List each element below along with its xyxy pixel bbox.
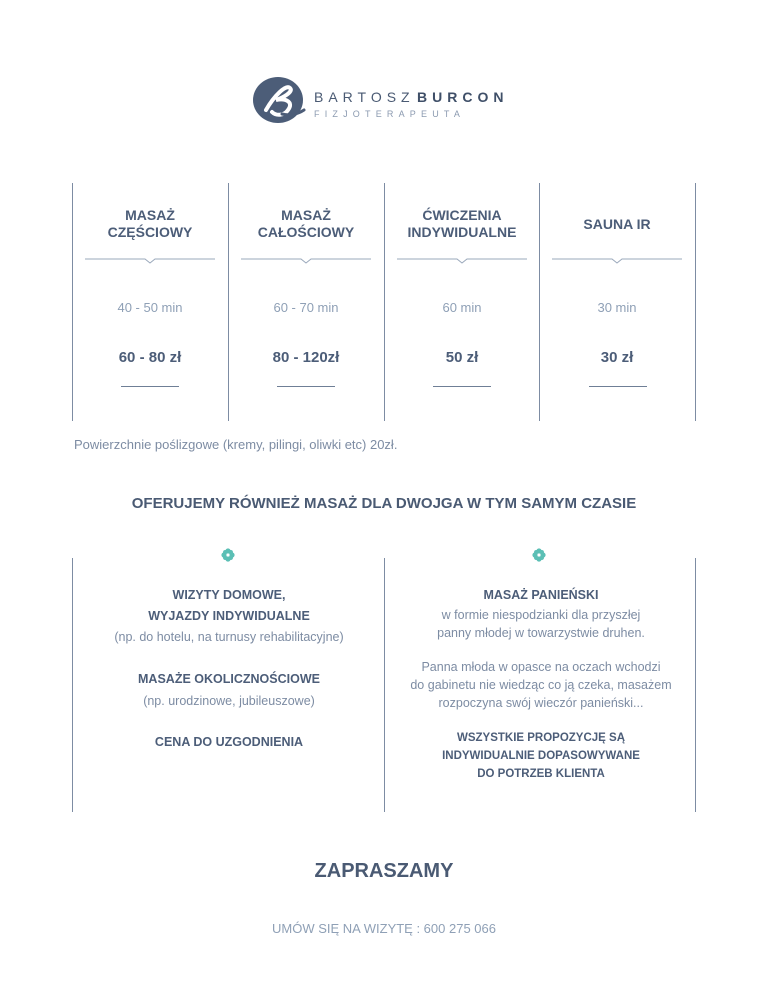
service-price: 30 zł bbox=[600, 349, 634, 366]
price-column bbox=[397, 204, 527, 244]
brand-first-name: BARTOSZ bbox=[314, 89, 415, 105]
service-title: ĆWICZENIA INDYWIDUALNE bbox=[407, 207, 517, 240]
price-column bbox=[241, 204, 371, 244]
divider-line bbox=[228, 183, 229, 421]
price-underline bbox=[433, 386, 491, 387]
individual-offers-heading: WSZYSTKIE PROPOZYCJĘ SĄ INDYWIDUALNIE DOPASOWYWANE DO POTRZEB KLIENTA bbox=[442, 732, 640, 780]
offer-heading: OFERUJEMY RÓWNIEŻ MASAŻ DLA DWOJGA W TYM SAMYM CZASIE bbox=[131, 495, 637, 512]
bb-monogram-icon bbox=[252, 76, 306, 124]
price-negotiable-heading: CENA DO UZGODNIENIA bbox=[154, 735, 304, 749]
divider-line bbox=[384, 183, 385, 421]
service-duration: 30 min bbox=[597, 300, 637, 315]
divider-line bbox=[384, 558, 385, 812]
column-separator bbox=[397, 257, 527, 267]
bachelorette-heading: MASAŻ PANIEŃSKI bbox=[483, 588, 599, 602]
closing-title: ZAPRASZAMY bbox=[314, 860, 454, 882]
service-duration: 40 - 50 min bbox=[117, 300, 183, 315]
service-duration: 60 - 70 min bbox=[273, 300, 339, 315]
service-title: MASAŻ CZĘŚCIOWY bbox=[107, 207, 193, 240]
column-separator bbox=[241, 257, 371, 267]
divider-line bbox=[539, 183, 540, 421]
home-visits-text: (np. do hotelu, na turnusy rehabilitacyjne) bbox=[114, 630, 344, 644]
brand-last-name: BURCON bbox=[417, 89, 509, 105]
divider-line bbox=[72, 558, 73, 812]
column-separator bbox=[85, 257, 215, 267]
price-underline bbox=[589, 386, 647, 387]
bachelorette-description: Panna młoda w opasce na oczach wchodzi do gabinetu nie wiedząc co ją czeka, masażem rozpoczyna swój wieczór panieński... bbox=[410, 660, 672, 710]
occasional-massage-text: (np. urodzinowe, jubileuszowe) bbox=[143, 694, 315, 708]
price-underline bbox=[121, 386, 179, 387]
service-duration: 60 min bbox=[442, 300, 482, 315]
additional-note: Powierzchnie poślizgowe (kremy, pilingi, oliwki etc) 20zł. bbox=[74, 437, 398, 452]
contact-phone: UMÓW SIĘ NA WIZYTĘ : 600 275 066 bbox=[272, 921, 496, 936]
price-column bbox=[85, 204, 215, 244]
brand-subtitle: FIZJOTERAPEUTA bbox=[314, 109, 466, 119]
service-price: 60 - 80 zł bbox=[118, 349, 182, 366]
occasional-massage-heading: MASAŻE OKOLICZNOŚCIOWE bbox=[138, 672, 320, 686]
right-service-panel bbox=[392, 585, 690, 783]
home-visits-heading: WIZYTY DOMOWE, WYJAZDY INDYWIDUALNE bbox=[148, 588, 310, 623]
service-title: MASAŻ CAŁOŚCIOWY bbox=[257, 207, 355, 240]
service-title: SAUNA IR bbox=[583, 215, 651, 232]
price-column bbox=[552, 204, 682, 244]
flower-icon bbox=[532, 548, 546, 562]
divider-line bbox=[72, 183, 73, 421]
flower-icon bbox=[221, 548, 235, 562]
left-service-panel bbox=[80, 585, 378, 753]
divider-line bbox=[695, 183, 696, 421]
column-separator bbox=[552, 257, 682, 267]
divider-line bbox=[695, 558, 696, 812]
service-price: 50 zł bbox=[445, 349, 479, 366]
service-price: 80 - 120zł bbox=[272, 349, 340, 366]
price-underline bbox=[277, 386, 335, 387]
bachelorette-text: w formie niespodzianki dla przyszłej panny młodej w towarzystwie druhen. bbox=[437, 608, 645, 640]
